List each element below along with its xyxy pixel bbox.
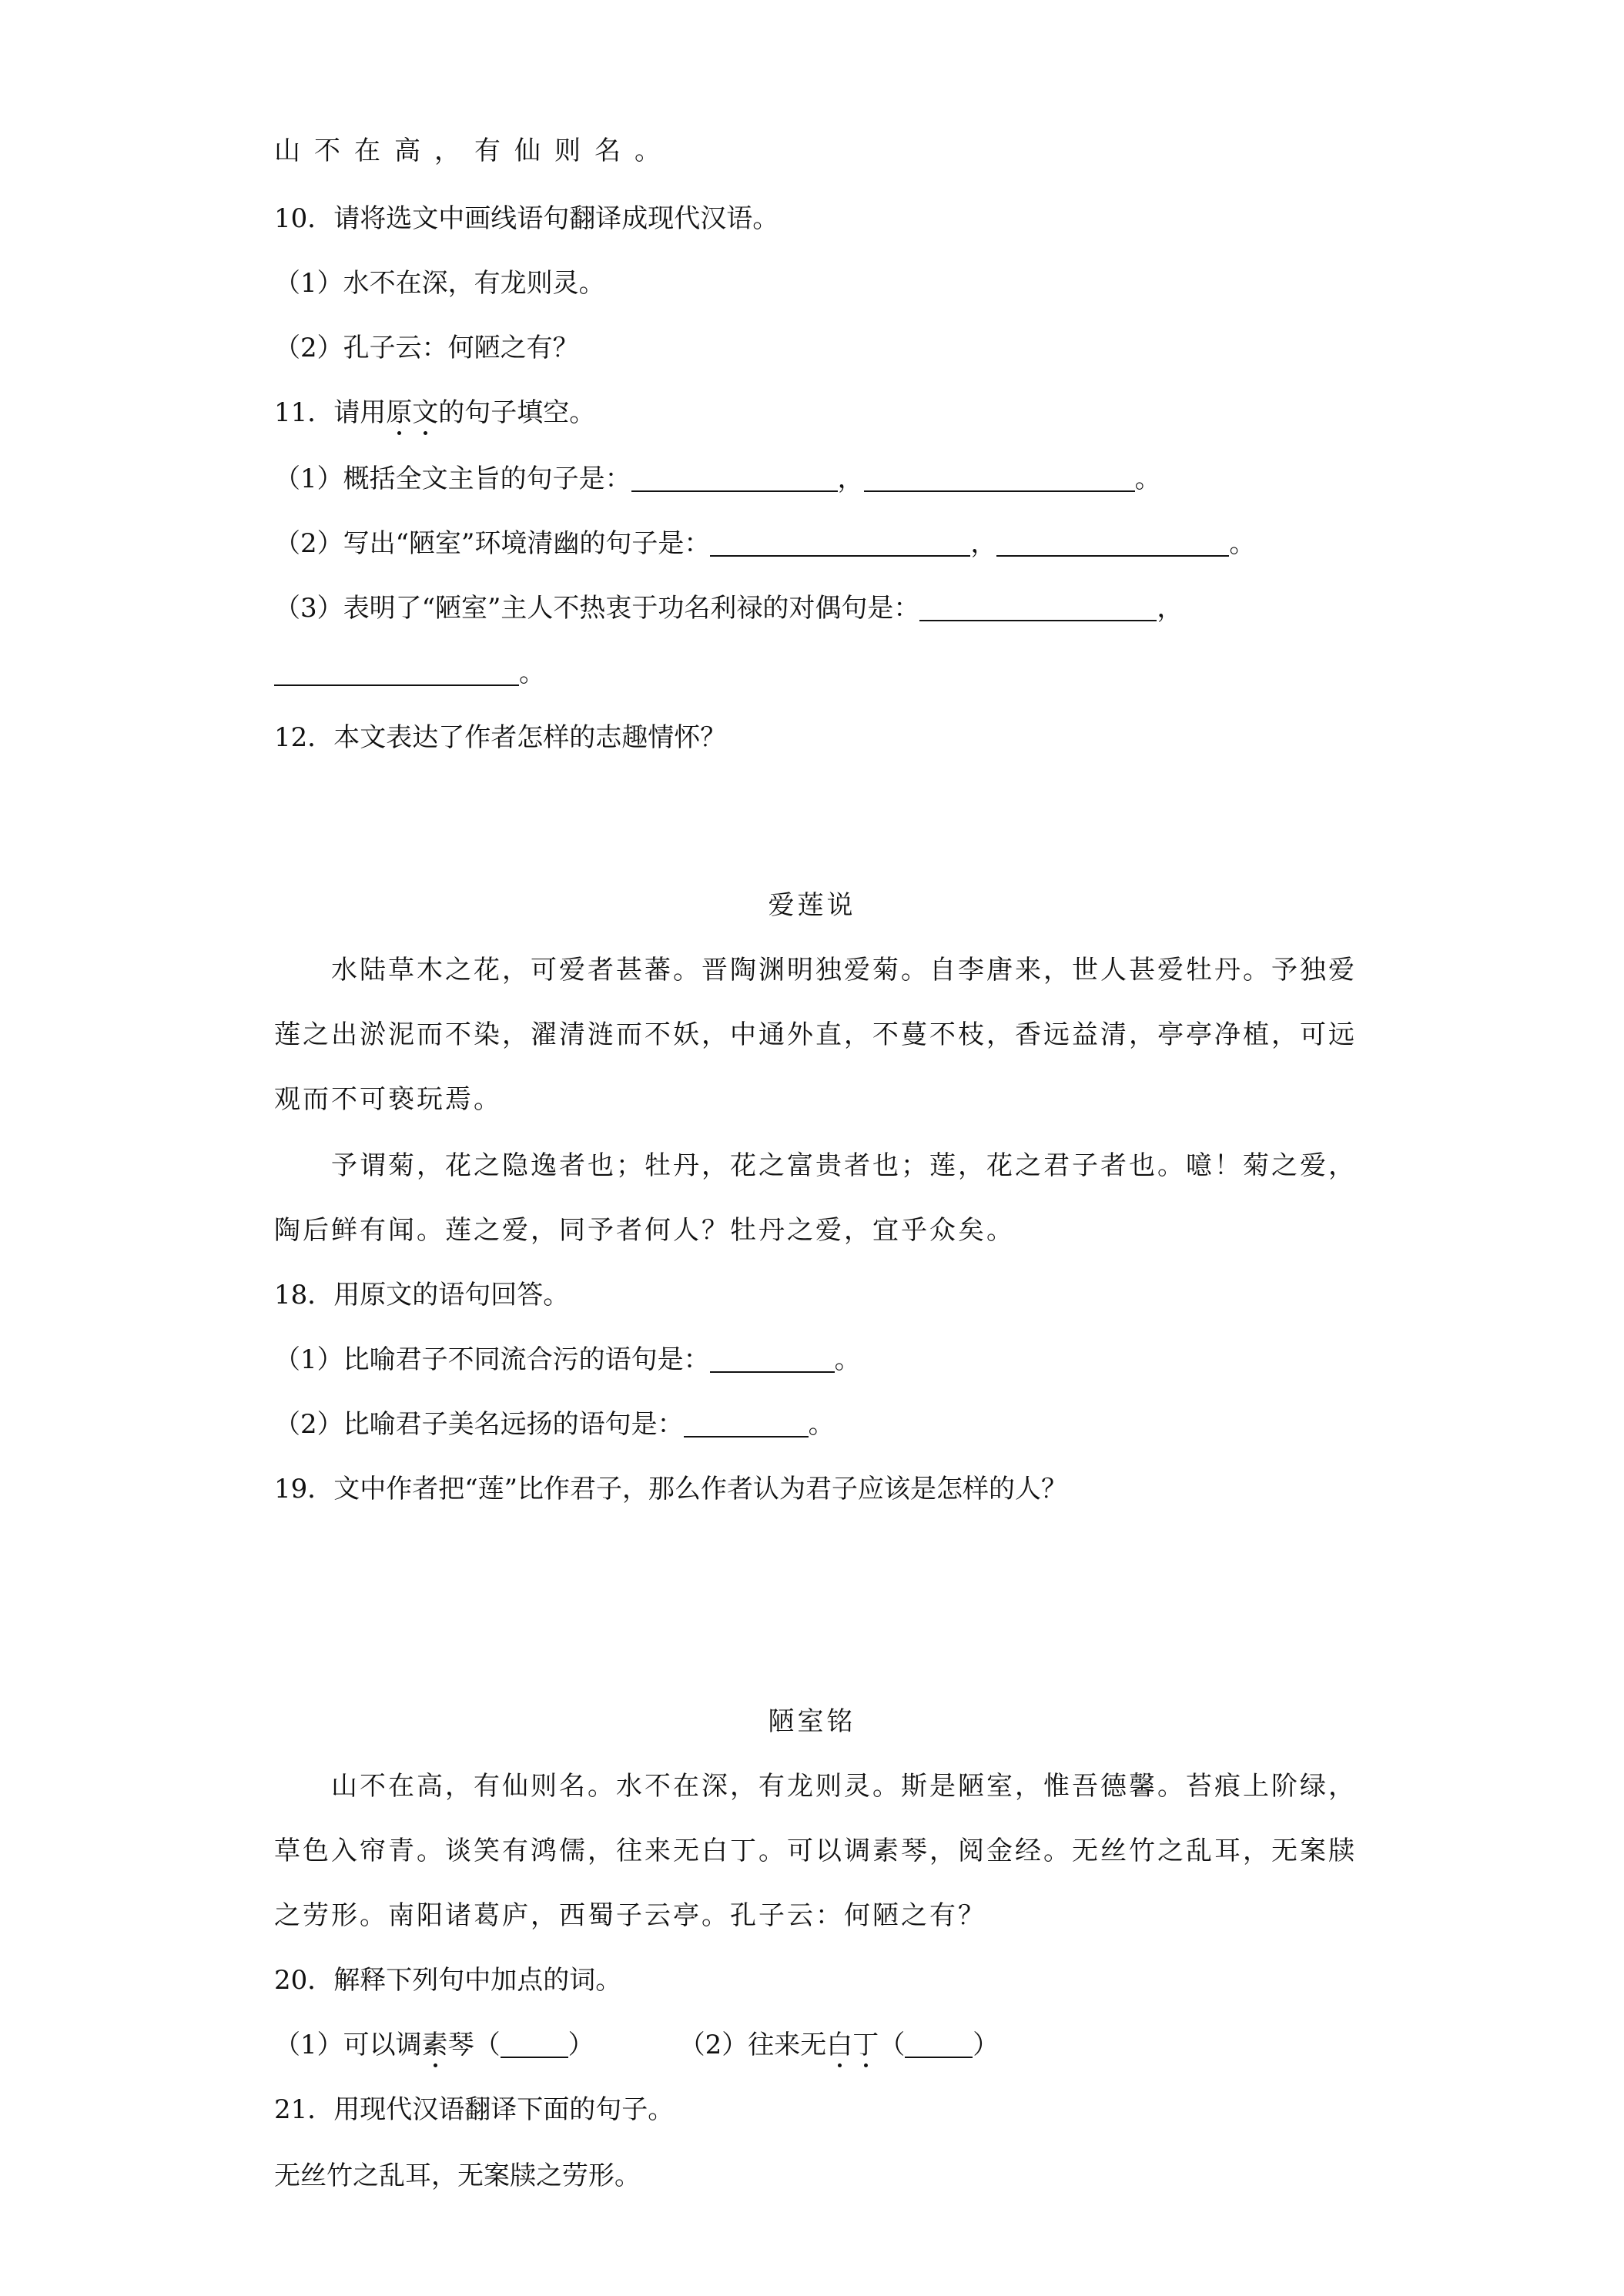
- answer-blank[interactable]: [631, 464, 838, 492]
- period: 。: [1229, 528, 1256, 559]
- period: 。: [1134, 464, 1161, 494]
- question-20-2-suffix: （: [879, 2030, 906, 2060]
- answer-blank[interactable]: [905, 2030, 973, 2058]
- passage-title: 陋室铭: [768, 1706, 856, 1737]
- passage-line: 水陆草木之花，可爱者甚蕃。晋陶渊明独爱菊。自李唐来，世人甚爱牡丹。予独爱: [331, 955, 1357, 986]
- passage-line: 草色入帘青。谈笑有鸿儒，往来无白丁。可以调素琴，阅金经。无丝竹之乱耳，无案牍: [274, 1836, 1357, 1866]
- question-18-2: [274, 1409, 835, 1440]
- answer-blank[interactable]: [684, 1410, 809, 1438]
- answer-blank[interactable]: [274, 658, 519, 686]
- passage-line: 观而不可亵玩焉。: [274, 1084, 502, 1115]
- passage-line: 山不在高，有仙则名。水不在深，有龙则灵。斯是陋室，惟吾德馨。苔痕上阶绿，: [331, 1771, 1357, 1802]
- question-20: 20．解释下列句中加点的词。: [274, 1965, 622, 1996]
- answer-blank[interactable]: [710, 1345, 835, 1373]
- close-paren: ）: [973, 2030, 1000, 2060]
- question-11-suffix: 的句子填空。: [438, 397, 596, 428]
- question-11-3-prompt: （3）表明了“陋室”主人不热衷于功名利禄的对偶句是：: [274, 593, 920, 624]
- question-11-1: [274, 464, 1161, 494]
- question-11-prefix: 11．请用: [274, 397, 387, 428]
- question-10-1: （1）水不在深，有龙则灵。: [274, 268, 605, 299]
- question-19: 19．文中作者把“莲”比作君子，那么作者认为君子应该是怎样的人？: [274, 1474, 1068, 1504]
- separator: ，: [837, 464, 864, 494]
- answer-blank[interactable]: [710, 529, 970, 557]
- question-10-2: （2）孔子云：何陋之有？: [274, 333, 579, 363]
- question-18-2-prompt: （2）比喻君子美名远扬的语句是：: [274, 1409, 684, 1440]
- answer-blank[interactable]: [919, 594, 1157, 621]
- passage-line: 之劳形。南阳诸葛庐，西蜀子云亭。孔子云：何陋之有？: [274, 1900, 986, 1931]
- close-paren: ）: [568, 2030, 594, 2060]
- dotted-char: 文: [412, 397, 439, 428]
- dotted-char: 原: [386, 397, 413, 428]
- question-21: 21．用现代汉语翻译下面的句子。: [274, 2094, 675, 2125]
- passage-line: 予谓菊，花之隐逸者也；牡丹，花之富贵者也；莲，花之君子者也。噫！菊之爱，: [331, 1150, 1357, 1181]
- question-20-2-prompt: （2）往来无: [678, 2030, 827, 2060]
- dotted-char: 白: [826, 2030, 853, 2060]
- question-21-sentence: 无丝竹之乱耳，无案牍之劳形。: [274, 2160, 641, 2191]
- separator: ，: [1157, 593, 1184, 624]
- question-11-2-prompt: （2）写出“陋室”环境清幽的句子是：: [274, 528, 711, 559]
- question-11-1-prompt: （1）概括全文主旨的句子是：: [274, 464, 631, 494]
- question-11-2: [274, 528, 1255, 559]
- quote-line: 山不在高，有仙则名。: [274, 136, 675, 166]
- separator: ，: [970, 528, 997, 559]
- period: 。: [519, 658, 545, 688]
- question-18: 18．用原文的语句回答。: [274, 1280, 570, 1310]
- question-11-3: [274, 593, 1183, 624]
- question-20-1-suffix: 琴（: [447, 2030, 501, 2060]
- passage-line: 莲之出淤泥而不染，濯清涟而不妖，中通外直，不蔓不枝，香远益清，亭亭净植，可远: [274, 1019, 1357, 1050]
- dotted-char: 素: [421, 2030, 448, 2060]
- question-11: [274, 397, 595, 428]
- period: 。: [834, 1344, 861, 1375]
- answer-blank[interactable]: [501, 2030, 568, 2058]
- dotted-char: 丁: [852, 2030, 879, 2060]
- question-18-1: [274, 1344, 861, 1375]
- answer-blank[interactable]: [864, 464, 1135, 492]
- question-20-items: [274, 2030, 999, 2060]
- question-10: 10．请将选文中画线语句翻译成现代汉语。: [274, 203, 779, 234]
- period: 。: [808, 1409, 835, 1440]
- question-20-1-prompt: （1）可以调: [274, 2030, 422, 2060]
- question-11-3-continued: [274, 658, 545, 688]
- question-12: 12．本文表达了作者怎样的志趣情怀？: [274, 722, 727, 753]
- passage-title: 爱莲说: [768, 890, 856, 921]
- answer-blank[interactable]: [996, 529, 1229, 557]
- question-18-1-prompt: （1）比喻君子不同流合污的语句是：: [274, 1344, 710, 1375]
- passage-line: 陶后鲜有闻。莲之爱，同予者何人？牡丹之爱，宜乎众矣。: [274, 1215, 1015, 1246]
